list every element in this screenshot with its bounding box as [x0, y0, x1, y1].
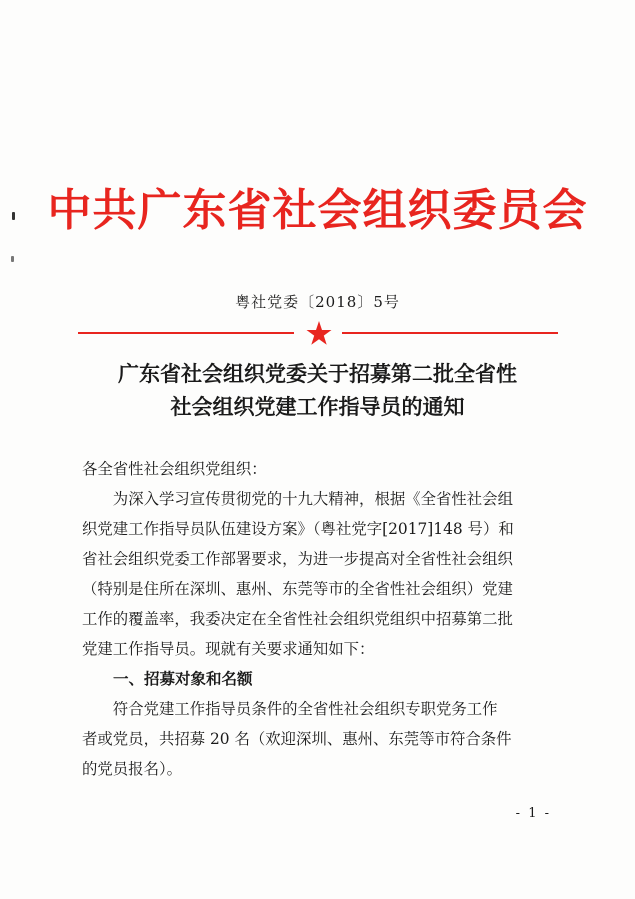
salutation: 各全省性社会组织党组织： — [82, 460, 267, 478]
divider-line-right — [342, 332, 558, 334]
paragraph-1-line: （特别是住所在深圳、惠州、东莞等市的全省性社会组织）党建 — [82, 580, 513, 598]
document-title — [0, 357, 635, 423]
star-shape — [307, 321, 332, 345]
paragraph-1-line: 为深入学习宣传贯彻党的十九大精神，根据《全省性社会组 — [112, 490, 513, 508]
paragraph-2-line: 的党员报名）。 — [82, 760, 183, 778]
paragraph-1-line: 省社会组织党委工作部署要求，为进一步提高对全省性社会组织 — [82, 550, 513, 568]
binding-mark-bottom — [11, 256, 14, 262]
issuer-header: 中共广东省社会组织委员会 — [47, 185, 588, 236]
paragraph-1-line: 织党建工作指导员队伍建设方案》（粤社党字[2017]148 号）和 — [82, 520, 514, 538]
red-divider — [78, 322, 558, 344]
paragraph-2-line: 符合党建工作指导员条件的全省性社会组织专职党务工作 — [112, 700, 498, 718]
document-body — [82, 454, 562, 784]
paragraph-1 — [82, 484, 562, 664]
title-line-1: 广东省社会组织党委关于招募第二批全省性 — [118, 361, 517, 386]
paragraph-2 — [82, 694, 562, 784]
paragraph-2-line: 者或党员，共招募 20 名（欢迎深圳、惠州、东莞等市符合条件 — [82, 730, 512, 748]
title-line-2: 社会组织党建工作指导员的通知 — [170, 394, 465, 419]
page-number: - 1 - — [515, 806, 551, 821]
paragraph-1-line: 工作的覆盖率，我委决定在全省性社会组织党组织中招募第二批 — [82, 610, 513, 628]
star-icon — [306, 320, 332, 346]
paragraph-1-line: 党建工作指导员。现就有关要求通知如下： — [82, 640, 375, 658]
document-number: 粤社党委〔2018〕5号 — [235, 293, 400, 311]
section-1-heading: 一、招募对象和名额 — [113, 670, 253, 688]
divider-line-left — [78, 332, 294, 334]
